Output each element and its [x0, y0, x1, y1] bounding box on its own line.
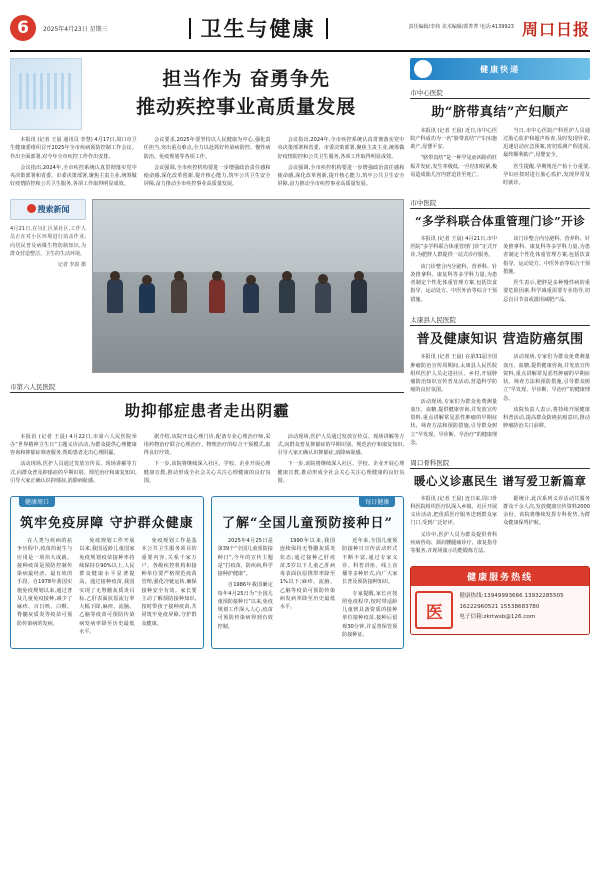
right-1-col-1 — [410, 127, 497, 191]
story-left-col-3 — [278, 433, 405, 489]
right-headline-1: 助“脐带真结”产妇顺产 — [431, 105, 569, 120]
right-2-col-2 — [503, 235, 590, 307]
left-column — [10, 58, 404, 878]
feature-paragraph: 自1986年我国确定每年4月25日为“全国儿童预防接种日”以来,免疫规划工作深入人心,疫苗可预防传染病得到有效控制。 — [217, 582, 273, 630]
lead-col-3 — [278, 136, 405, 192]
story-paragraph: 据介绍,该院开设心理门诊,配备专业心理治疗师,采用药物治疗联合心理治疗、物理治疗的综合干预模式,取得良好疗效。 — [143, 433, 271, 456]
right-paragraph: 当日,市中心医院产科医护人员通过胎心监护和超声检查,及时发现异常,迅速启动应急预案,密切监测产程进展,最终顺利助产,母婴安全。 — [503, 127, 590, 159]
hotline-numbers — [459, 591, 563, 629]
feature-box-1 — [10, 496, 204, 649]
right-paragraph: 本报讯 (记者 王晨) 4月21日,市中医院“多学科联合体重管理门诊”正式开诊,为肥胖人群提供一站式诊疗服务。 — [410, 235, 498, 259]
right-cols-1 — [410, 127, 590, 191]
editor-credits: 责任编辑/李炜 美术编辑/郭菁菁 电话:4139923 — [408, 24, 514, 31]
photo-person — [351, 279, 367, 313]
feature-box-2 — [211, 496, 405, 649]
right-kicker-1: 市中心医院 — [410, 89, 443, 97]
right-rule-3 — [410, 325, 590, 326]
health-hotline-box — [410, 566, 590, 635]
lead-col-2 — [144, 136, 271, 192]
right-rule-1 — [410, 98, 590, 99]
health-express-banner — [410, 58, 590, 80]
lead-headline-line2: 推动疾控事业高质量发展 — [136, 96, 357, 118]
photo-person — [209, 279, 225, 313]
right-paragraph: 医生提醒,孕期规范产检十分重要,孕妇应按时进行胎心监护,发现异常及时就诊。 — [503, 163, 590, 187]
photo-person — [243, 283, 259, 313]
right-kicker-2: 市中医院 — [410, 199, 437, 208]
banner-label: 健康快递 — [480, 64, 521, 74]
lead-paragraph: 会议指出,2024年,全市疾控系统认真贯彻落实党中央决策部署和省委、市委决策部署,聚焦主责主业,统筹做好疫情防控和公共卫生服务,各项工作取得明显成效。 — [10, 164, 137, 188]
lead-headline — [88, 58, 404, 130]
feature-paragraph: 近年来,全国儿童预防接种日宣传活动形式不断丰富,通过专家义诊、科普讲座、线上直播等多种形式,向广大家长普及预防接种知识。 — [342, 538, 398, 586]
right-4-col-2 — [503, 495, 590, 559]
feature-paragraph: 专家提醒,家长应按照免疫程序,按时带适龄儿童到具备资质的接种单位接种疫苗,接种后留观30分钟,并妥善保管预防接种证。 — [342, 590, 398, 638]
right-1-col-2 — [503, 127, 590, 191]
story-paragraph: 下一步,该院将继续深入社区、学校、企业开展心理健康宣教,推动形成全社会关心关注心理健康的良好氛围。 — [143, 461, 271, 484]
story-paragraph: 活动现场,医护人员通过发放宣传页、现场讲解等方式,向群众普及抑郁症的早期识别、规范治疗和康复知识,引导大家正确认识抑郁症,消除病耻感。 — [277, 433, 405, 456]
lead-paragraph: 会议要求,2025年要坚持以人民健康为中心,强化责任担当,突出重点难点,全力以赴抓好传染病防控、慢性病防治、免疫规划等各项工作。 — [143, 137, 271, 160]
hotline-body — [411, 586, 589, 634]
feature-paragraph: 免疫规划工作开展以来,我国适龄儿童国家免疫规划疫苗接种率持续保持在90%以上,人民群众健康水平显著提高。通过接种疫苗,我国实现了无脊髓灰质炎目标,乙肝表面抗原流行率大幅下降,麻疹、流脑、乙脑等疫苗可预防传染病发病率降至历史最低水平。 — [79, 538, 135, 635]
story-headline: 助抑郁症患者走出阴霾 — [124, 400, 290, 420]
banner-icon — [414, 60, 432, 78]
kicker-rule — [10, 392, 404, 393]
photo-block — [10, 199, 404, 373]
right-paragraph: 义诊中,医护人员为群众提供骨科疾病咨询、颈肩腰腿痛诊疗、康复指导等服务,并现场演示功能锻炼方法。 — [410, 531, 498, 555]
right-headline-3: 普及健康知识 营造防癌氛围 — [416, 331, 584, 347]
right-3-col-1 — [410, 353, 497, 450]
news-photo — [92, 199, 404, 373]
decorative-masthead-art — [10, 58, 82, 130]
right-cols-4 — [410, 495, 590, 559]
photo-sidebar — [10, 199, 86, 373]
page-number: 6 — [10, 15, 36, 41]
feature-1-col-2 — [79, 537, 134, 639]
lead-paragraph: 会议指出,2024年,全市疾控系统认真贯彻落实党中央决策部署和省委、市委决策部署,聚焦主责主业,统筹做好疫情防控和公共卫生服务,各项工作取得明显成效。 — [277, 137, 405, 160]
right-rule-4 — [410, 468, 590, 469]
section-title: 卫生与健康 — [189, 18, 328, 39]
feature-paragraph: 1990年以来,我国连续保持无脊髓灰质炎状态;通过接种乙肝疫苗,5岁以下儿童乙肝病毒表面抗原携带率降至1%以下;麻疹、流脑、乙脑等疫苗可预防传染病发病率降至历史最低水平。 — [279, 538, 336, 610]
section-title-wrap — [108, 15, 409, 41]
feature-paragraph: 免疫规划工作是基本公共卫生服务项目的重要内容,关系千家万户。各级疾控机构和接种单位要严格规范疫苗管理,强化冷链运转,确保接种安全有效。家长要主动了解预防接种知识,按时带孩子接种疫苗,共同筑牢免疫屏障,守护群众健康。 — [141, 538, 197, 627]
story-left-col-2 — [144, 433, 271, 489]
story-paragraph: 活动现场,医护人员通过发放宣传页、现场讲解等方式,向群众普及抑郁症的早期识别、规范治疗和康复知识,引导大家正确认识抑郁症,消除病耻感。 — [10, 461, 137, 484]
photo-byline: 记者 李韵 摄 — [57, 261, 86, 268]
feature-paragraph: 在人类与疾病的抗争历程中,疫苗的诞生与应用是一项伟大成就。接种疫苗是预防控制传染病最经济、最有效的手段。自1978年我国实施免疫规划以来,通过普及儿童免疫接种,减少了麻疹、百日咳、白喉、脊髓灰质炎等疫苗可预防传染病的发病。 — [17, 538, 73, 627]
feature-headline: 筑牢免疫屏障 守护群众健康 — [20, 516, 194, 531]
feature-1-columns — [17, 537, 197, 639]
right-2-col-1 — [410, 235, 497, 307]
right-cols-2 — [410, 235, 590, 307]
right-paragraph: 本报讯 (记者 王晨) 连日来,周口骨科医院组织医疗队深入乡镇、社区开展义诊活动,把优质医疗服务送到群众家门口,受到广泛好评。 — [410, 495, 498, 527]
hotline-title: 健康服务热线 — [411, 567, 589, 586]
masthead — [10, 8, 590, 52]
photo-person — [279, 279, 295, 313]
right-rule-2 — [410, 208, 590, 209]
photo-person — [139, 283, 155, 313]
right-3-col-2 — [503, 353, 590, 450]
photo-person — [171, 279, 187, 313]
right-headline-2: “多学科联合体重管理门诊”开诊 — [415, 214, 586, 229]
publication-date: 2025年4月23日 星期三 — [43, 25, 108, 33]
right-kicker-4: 周口骨科医院 — [410, 459, 450, 468]
feature-headline: 了解“全国儿童预防接种日” — [222, 516, 393, 531]
right-headline-4: 暖心义诊惠民生 谱写爱卫新篇章 — [413, 474, 587, 489]
story-paragraph: 本报讯 (记者 王晨) 4月22日,市第六人民医院举办“世界精神卫生日”主题义诊活动,为群众提供心理健康咨询和抑郁症筛查服务,帮助患者走出心理阴霾。 — [10, 433, 137, 456]
hotline-line: 16222960521 15538683780 — [459, 603, 540, 610]
right-column — [410, 58, 590, 878]
feature-2-col-3 — [342, 537, 397, 642]
badge-dot-icon — [27, 204, 36, 213]
right-paragraph: 活动现场,专家们为群众免费测量血压、血糖,提供健康咨询,并发放宣传资料,重点讲解常见恶性肿瘤的早期症状、筛查方法和预防措施,引导群众树立“早发现、早诊断、早治疗”的健康理念。 — [503, 354, 590, 402]
feature-paragraph: 2025年4月25日是第39个“全国儿童预防接种日”,今年的宣传主题是“打疫苗、防疾病,科学接种护健康”。 — [217, 538, 273, 577]
page-body — [10, 58, 590, 878]
lead-paragraph: 会议强调,全市疾控机构要进一步增强政治责任感和使命感,深化改革创新,提升核心能力,筑牢公共卫生安全屏障,奋力推动全市疾控事业高质量发展。 — [143, 164, 271, 188]
right-paragraph: 医生表示,肥胖是多种慢性病的重要危险因素,科学减重需要专业指导,切忌盲目节食或滥用减肥产品。 — [503, 280, 590, 303]
right-cols-3 — [410, 353, 590, 450]
right-paragraph: 本报讯 (记者 王晨) 在第31届全国肿瘤防治宣传周期间,太康县人民医院组织医护人员走进社区、乡村,开展肿瘤防治知识宣传普及活动,营造科学防癌的良好氛围。 — [410, 354, 498, 394]
feature-2-col-1 — [218, 537, 273, 642]
right-paragraph: 本报讯 (记者 王晨) 近日,市中心医院产科成功为一名“脐带真结”产妇实施助产,母婴平安。 — [410, 127, 498, 151]
lead-paragraph: 会议强调,全市疾控机构要进一步增强政治责任感和使命感,深化改革创新,提升核心能力,筑牢公共卫生安全屏障,奋力推动全市疾控事业高质量发展。 — [277, 164, 405, 188]
lead-paragraph: 本报讯 (记者 王晨 通讯员 李慧) 4月17日,周口市卫生健康委组织召开2025年全市疾病预防控制工作会议。作出全面部署,对今年全市疾控工作作出安排。 — [10, 137, 137, 160]
story-left-columns — [10, 433, 404, 489]
feature-2-col-2 — [280, 537, 335, 642]
right-4-col-1 — [410, 495, 497, 559]
medical-cross-icon: 医 — [415, 591, 453, 629]
hotline-line: 健康热线:13949993666 13932285505 — [459, 593, 564, 600]
photo-caption — [10, 225, 86, 270]
right-kicker-3: 太康县人民医院 — [410, 315, 456, 324]
news-search-badge[interactable] — [10, 199, 86, 220]
feature-tag: 每日健康 — [359, 496, 395, 507]
paper-logo: 周口日报 — [521, 19, 590, 39]
feature-2-columns — [218, 537, 398, 642]
feature-tag: 健康周口 — [19, 496, 55, 507]
photo-person — [107, 279, 123, 313]
photo-person — [315, 282, 331, 313]
lead-col-1 — [10, 136, 137, 192]
right-paragraph: 据统计,此次系列义诊活动共服务群众千余人次,发放健康宣传资料2000余份。该院将继续发挥专科优势,为群众健康保驾护航。 — [503, 495, 590, 527]
right-paragraph: 该门诊整合内分泌科、营养科、针灸推拿科、康复科等多学科力量,为患者制定个性化体重管理方案,包括饮食指导、运动处方、中医外治等综合干预措施。 — [503, 235, 590, 275]
photo-wall — [93, 200, 403, 272]
badge-label: 搜索新闻 — [37, 204, 70, 214]
feature-1-col-3 — [141, 537, 196, 639]
story-left-col-1 — [10, 433, 137, 489]
hotline-email[interactable]: 电子信箱:zkrtwsb@126.com — [459, 614, 536, 621]
lead-headline-block — [10, 58, 404, 130]
lead-article-columns — [10, 136, 404, 192]
lead-headline-line1: 担当作为 奋勇争先 — [162, 68, 330, 91]
feature-boxes — [10, 496, 404, 649]
right-paragraph: 活动现场,专家们为群众免费测量血压、血糖,提供健康咨询,并发放宣传资料,重点讲解常见恶性肿瘤的早期症状、筛查方法和预防措施,引导群众树立“早发现、早诊断、早治疗”的健康理念。 — [410, 398, 498, 446]
photo-caption-text: 4月21日,在川汇区某社区,工作人员正在对小区环境进行消杀作业,向居民普及病媒生物防制知识,为群众营造整洁、卫生的生活环境。 — [10, 225, 86, 257]
story-kicker: 市第六人民医院 — [10, 382, 56, 391]
story-paragraph: 下一步,该院将继续深入社区、学校、企业开展心理健康宣教,推动形成全社会关心关注心理健康的良好氛围。 — [277, 461, 405, 484]
right-paragraph: 该门诊整合内分泌科、营养科、针灸推拿科、康复科等多学科力量,为患者制定个性化体重管理方案,包括饮食指导、运动处方、中医外治等综合干预措施。 — [410, 263, 498, 303]
right-paragraph: “脐带真结”是一种罕见而凶险的妊娠并发症,发生率极低,一旦结扣收紧,极易造成胎儿宫内窘迫甚至死亡。 — [410, 155, 498, 178]
feature-1-col-1 — [17, 537, 72, 639]
right-paragraph: 该院负责人表示,将持续开展健康科普活动,提高群众防癌抗癌意识,推动肿瘤防治关口前移。 — [503, 406, 590, 430]
